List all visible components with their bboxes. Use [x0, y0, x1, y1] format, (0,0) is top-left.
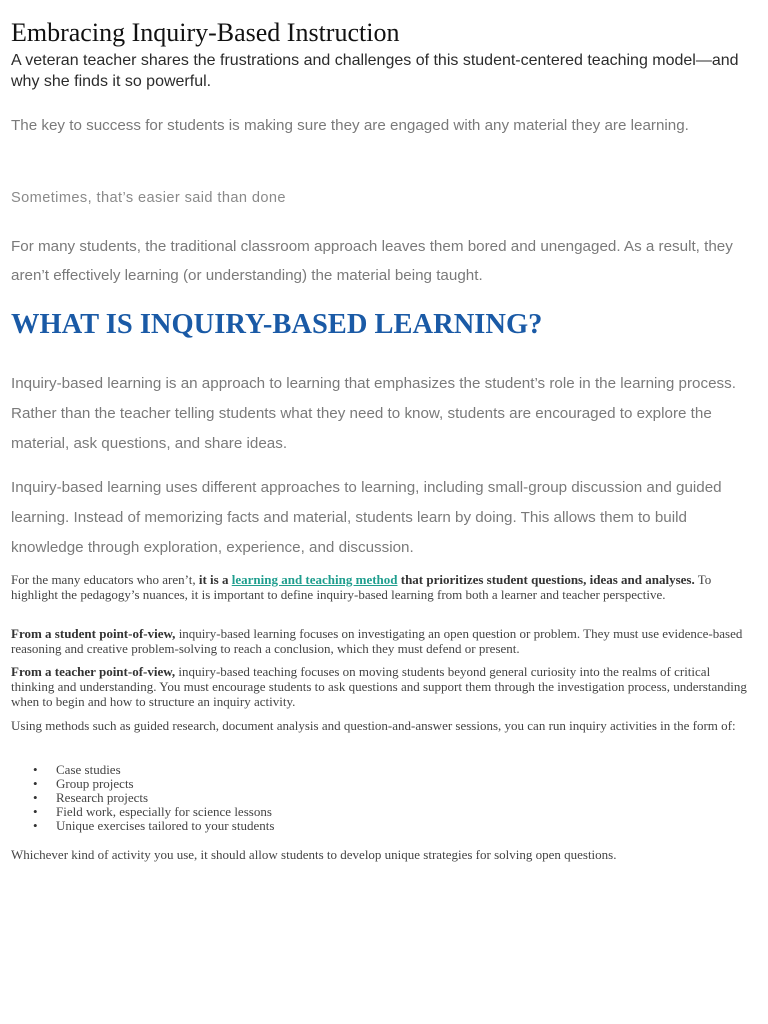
- teacher-pov-paragraph: [11, 664, 756, 709]
- list-item: • Unique exercises tailored to your students: [56, 819, 274, 833]
- activity-list: [56, 763, 274, 833]
- educators-bold-continuation: that prioritizes student questions, ideas and analyses.: [397, 572, 695, 587]
- list-item: • Research projects: [56, 791, 274, 805]
- approaches-paragraph: Inquiry-based learning uses different approaches to learning, including small-group discussion and guided learning. Instead of memorizing facts and material, students learn by doing. This allows them to build knowledge through exploration, experience, and discussion.: [11, 479, 722, 556]
- intro-many-students-paragraph: For many students, the traditional classroom approach leaves them bored and unengaged. As a result, they aren’t effectively learning (or understanding) the material being taught.: [11, 238, 733, 284]
- student-pov-paragraph: [11, 626, 756, 656]
- educators-rest-text: To highlight the pedagogy’s nuances, it is important to define inquiry-based learning from both a learner and teacher perspective.: [11, 572, 712, 602]
- methods-intro-paragraph: Using methods such as guided research, document analysis and question-and-answer sessions, you can run inquiry activities in the form of:: [11, 718, 736, 733]
- teacher-pov-text: inquiry-based teaching focuses on moving students beyond general curiosity into the realms of critical thinking and understanding. You must encourage students to ask questions and support them through the investigation process, understanding when to begin and how to structure an inquiry activity.: [11, 664, 747, 709]
- teacher-pov-label: From a teacher point-of-view,: [11, 664, 176, 679]
- closing-paragraph: Whichever kind of activity you use, it should allow students to develop unique strategies for solving open questions.: [11, 847, 617, 862]
- list-item: • Group projects: [56, 777, 274, 791]
- student-pov-label: From a student point-of-view,: [11, 626, 176, 641]
- list-item: • Field work, especially for science lessons: [56, 805, 274, 819]
- section-heading: WHAT IS INQUIRY-BASED LEARNING?: [11, 309, 543, 340]
- educators-bold-text: it is a: [198, 572, 232, 587]
- intro-sometimes-paragraph: Sometimes, that’s easier said than done: [11, 190, 286, 206]
- definition-paragraph: Inquiry-based learning is an approach to learning that emphasizes the student’s role in the learning process. Rather than the teacher telling students what they need to know, students are encouraged to explore the material, ask questions, and share ideas.: [11, 375, 736, 452]
- learning-method-link[interactable]: learning and teaching method: [231, 572, 398, 587]
- educators-paragraph: [11, 572, 756, 602]
- educators-lead-text: For the many educators who aren’t,: [11, 572, 199, 587]
- article-title: Embracing Inquiry-Based Instruction: [11, 18, 400, 47]
- intro-key-paragraph: The key to success for students is making sure they are engaged with any material they are learning.: [11, 117, 689, 134]
- article-subtitle: A veteran teacher shares the frustrations and challenges of this student-centered teaching model—and why she finds it so powerful.: [11, 52, 739, 90]
- list-item: • Case studies: [56, 763, 274, 777]
- student-pov-text: inquiry-based learning focuses on investigating an open question or problem. They must use evidence-based reasoning and creative problem-solving to reach a conclusion, which they must defend or present.: [11, 626, 743, 656]
